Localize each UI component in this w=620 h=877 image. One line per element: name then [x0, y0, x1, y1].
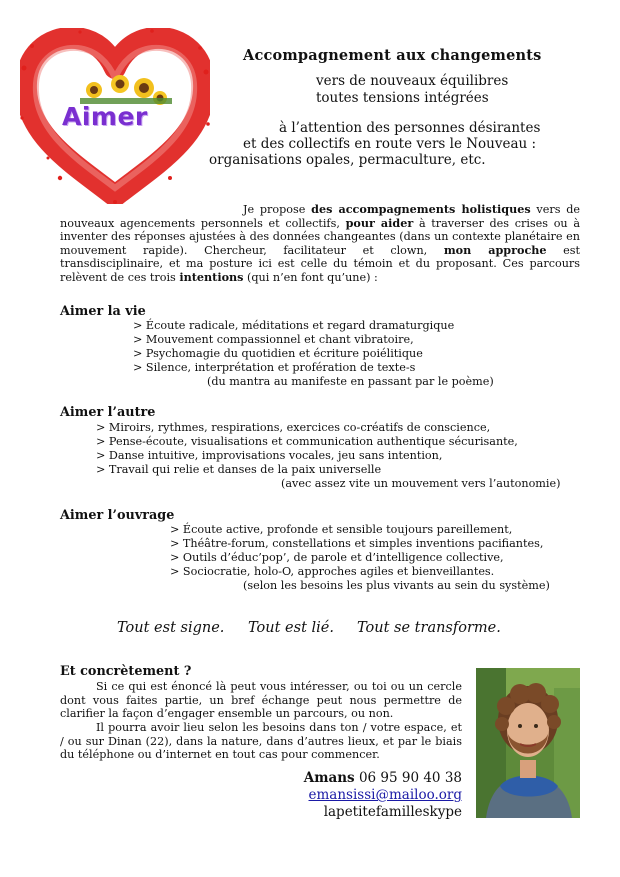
header-line: à l’attention des personnes désirantes [279, 120, 541, 136]
intro-bold: intentions [179, 269, 244, 284]
motto-link: Tout est lié. [248, 620, 334, 636]
list-item: > Psychomagie du quotidien et écriture poiélitique [133, 347, 423, 360]
section-title: Aimer l’autre [60, 405, 156, 420]
person-icon [476, 668, 580, 818]
section-title: Aimer l’ouvrage [60, 508, 175, 523]
portrait-photo [476, 668, 580, 818]
list-item: > Silence, interprétation et profération de texte-s [133, 361, 416, 374]
intro-bold: des accompagnements holistiques [311, 202, 531, 216]
page-title: Accompagnement aux changements [243, 47, 542, 64]
concretely-title: Et concrètement ? [60, 664, 192, 679]
list-item: > Sociocratie, holo-O, approches agiles et bienveillantes. [170, 565, 495, 578]
header-line: organisations opales, permaculture, etc. [209, 152, 486, 168]
list-item: > Écoute radicale, méditations et regard dramaturgique [133, 319, 455, 332]
intro-bold: mon approche [443, 242, 547, 257]
motto-sign: Tout est signe. [117, 620, 225, 636]
section-title: Aimer la vie [60, 304, 146, 319]
header-line: vers de nouveaux équilibres [316, 73, 509, 89]
sunflower-icon [80, 75, 172, 105]
contact-line [304, 770, 462, 786]
intro-text: est transdisciplinaire, et ma posture ici est celle du témoin et du proposant. Ces parcours relèvent de ces trois [60, 243, 580, 284]
contact-name: Amans [303, 770, 355, 786]
list-item: > Mouvement compassionnel et chant vibratoire, [133, 333, 414, 346]
concretely-paragraph: Il pourra avoir lieu selon les besoins dans ton / votre espace, et / ou sur Dinan (22), dans la nature, dans d’autres lieux, et par le biais du téléphone ou d’internet en tout cas pour commencer. [60, 721, 462, 762]
header-line: et des collectifs en route vers le Nouveau : [243, 136, 537, 152]
list-item: > Théâtre-forum, constellations et simples inventions pacifiantes, [170, 537, 544, 550]
list-item: > Miroirs, rythmes, respirations, exercices co-créatifs de conscience, [96, 421, 491, 434]
email-link[interactable]: emansissi@mailoo.org [308, 787, 462, 803]
list-item: > Travail qui relie et danses de la paix universelle [96, 463, 382, 476]
intro-bold: pour aider [345, 215, 414, 230]
phone-number: 06 95 90 40 38 [358, 770, 462, 786]
header-line: toutes tensions intégrées [316, 90, 489, 106]
section-note: (du mantra au manifeste en passant par le poème) [207, 375, 494, 388]
section-note: (selon les besoins les plus vivants au sein du système) [243, 579, 550, 592]
list-item: > Écoute active, profonde et sensible toujours pareillement, [170, 523, 513, 536]
motto-transform: Tout se transforme. [357, 620, 501, 636]
list-item: > Danse intuitive, improvisations vocales, jeu sans intention, [96, 449, 443, 462]
list-item: > Pense-écoute, visualisations et communication authentique sécurisante, [96, 435, 518, 448]
section-note: (avec assez vite un mouvement vers l’autonomie) [281, 477, 561, 490]
aimer-heart-logo [20, 28, 210, 204]
intro-paragraph [60, 203, 580, 285]
concretely-paragraph: Si ce qui est énoncé là peut vous intéresser, ou toi ou un cercle dont vous faites partie, un bref échange peut nous permettre de clarifier la façon d’engager ensemble un parcours, ou non. [60, 680, 462, 721]
intro-text: à traverser des crises ou à inventer des réponses ajustées à des données changeantes (dans un contexte planétaire en mouvement rapide). Chercheur, facilitateur et clown, [60, 216, 580, 257]
intro-text: (qui n’en font qu’une) : [243, 270, 378, 284]
intro-text: vers de nouveaux agencements personnels et collectifs, [60, 203, 580, 230]
logo-word: Aimer [62, 102, 148, 131]
list-item: > Outils d’éduc’pop’, de parole et d’intelligence collective, [170, 551, 504, 564]
intro-text: Je propose [243, 203, 312, 216]
skype-id: lapetitefamilleskype [323, 804, 462, 820]
